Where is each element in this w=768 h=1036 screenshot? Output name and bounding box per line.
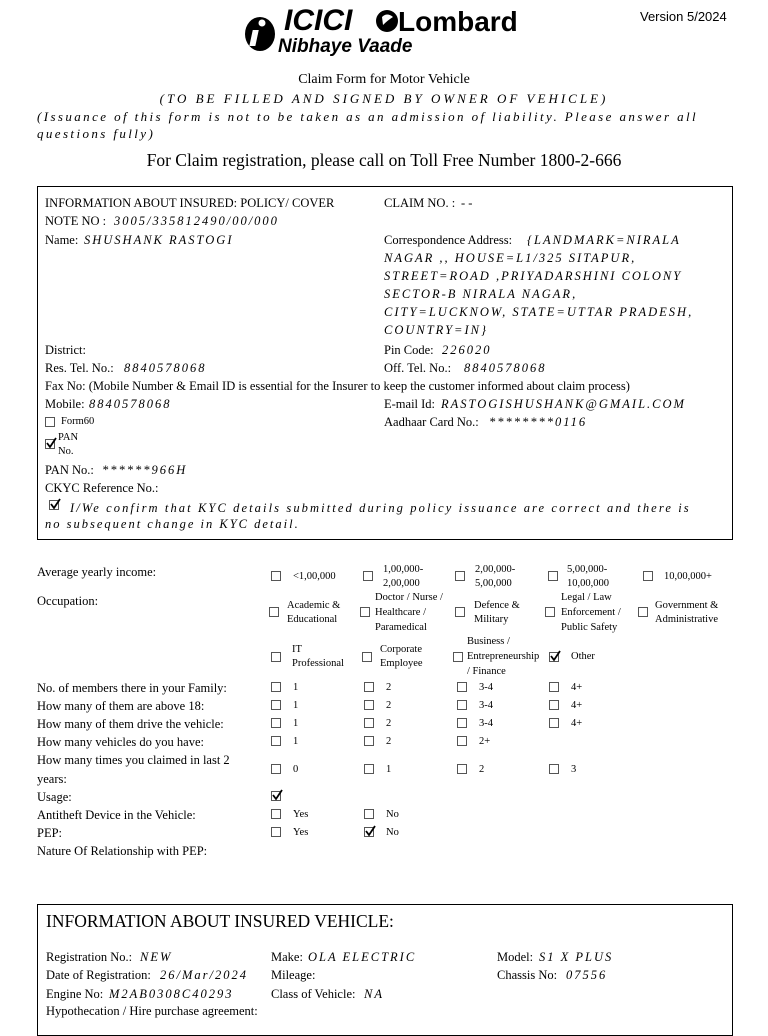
ckyc-label: CKYC Reference No.: bbox=[45, 481, 159, 495]
occupation-option-label: Entrepreneurship bbox=[467, 651, 540, 662]
checkmark-icon bbox=[549, 650, 561, 662]
occupation-option-label: / Finance bbox=[467, 666, 506, 677]
income-option-checkbox[interactable] bbox=[643, 571, 653, 581]
kyc-confirm-checkbox[interactable] bbox=[49, 500, 59, 510]
fax-label: Fax No: (Mobile Number & Email ID is essential for the Insurer to keep the customer informed about claim process) bbox=[45, 379, 630, 393]
occupation-option-checkbox[interactable] bbox=[638, 607, 648, 617]
off-tel-value: 8840578068 bbox=[464, 361, 547, 375]
income-option-checkbox[interactable] bbox=[455, 571, 465, 581]
vehicles-option-label: 2+ bbox=[479, 736, 491, 747]
address-line-3: STREET=ROAD ,PRIYADARSHINI COLONY bbox=[384, 269, 683, 283]
usage-checkbox[interactable] bbox=[271, 791, 281, 801]
make-label: Make: bbox=[271, 950, 303, 964]
mobile-label: Mobile: bbox=[45, 397, 85, 411]
vehicles-option-checkbox[interactable] bbox=[271, 736, 281, 746]
pep-yes-checkbox[interactable] bbox=[271, 827, 281, 837]
occupation-option-label: IT bbox=[292, 644, 302, 655]
vehicles-option-checkbox[interactable] bbox=[364, 736, 374, 746]
drive-option-label: 4+ bbox=[571, 718, 583, 729]
occupation-option-checkbox[interactable] bbox=[271, 652, 281, 662]
pan-checkbox[interactable] bbox=[45, 439, 55, 449]
res-tel-label: Res. Tel. No.: bbox=[45, 361, 114, 375]
model-label: Model: bbox=[497, 950, 534, 964]
class-value: NA bbox=[364, 987, 384, 1001]
kyc-confirm-line-1: I/We confirm that KYC details submitted during policy issuance are correct and there is bbox=[70, 501, 691, 515]
income-option-label: 10,00,000 bbox=[567, 578, 609, 589]
kyc-confirm-line-2: no subsequent change in KYC detail. bbox=[45, 517, 300, 531]
pep-relationship-label: Nature Of Relationship with PEP: bbox=[37, 844, 208, 858]
chassis-value: 07556 bbox=[566, 968, 608, 982]
income-option-checkbox[interactable] bbox=[363, 571, 373, 581]
antitheft-label: Antitheft Device in the Vehicle: bbox=[37, 808, 196, 822]
occupation-option-label: Professional bbox=[292, 658, 344, 669]
vehicles-option-checkbox[interactable] bbox=[457, 736, 467, 746]
reg-date-value: 26/Mar/2024 bbox=[160, 968, 248, 982]
reg-date-label: Date of Registration: bbox=[46, 968, 151, 982]
above18-label: How many of them are above 18: bbox=[37, 699, 205, 713]
drive-option-label: 3-4 bbox=[479, 718, 493, 729]
occupation-option-label: Government & bbox=[655, 600, 719, 611]
address-line-5: CITY=LUCKNOW, STATE=UTTAR PRADESH, bbox=[384, 305, 694, 319]
antitheft-yes-label: Yes bbox=[293, 809, 309, 820]
family-option-checkbox[interactable] bbox=[271, 682, 281, 692]
form60-checkbox[interactable] bbox=[45, 417, 55, 427]
res-tel-value: 8840578068 bbox=[124, 361, 207, 375]
occupation-option-label: Employee bbox=[380, 658, 423, 669]
income-option-checkbox[interactable] bbox=[271, 571, 281, 581]
brand-icici: ICICI bbox=[284, 4, 353, 37]
note-no-label: NOTE NO : bbox=[45, 214, 107, 228]
occupation-option-label: Public Safety bbox=[561, 622, 618, 633]
note-no-value: 3005/335812490/00/000 bbox=[114, 214, 279, 228]
occupation-option-label: Military bbox=[474, 614, 509, 625]
address-line-6: COUNTRY=IN} bbox=[384, 323, 488, 337]
claims-option-label: 3 bbox=[571, 764, 577, 775]
claims-option-checkbox[interactable] bbox=[457, 764, 467, 774]
pep-no-checkbox[interactable] bbox=[364, 827, 374, 837]
above18-option-checkbox[interactable] bbox=[549, 700, 559, 710]
family-option-label: 4+ bbox=[571, 682, 583, 693]
above18-option-label: 4+ bbox=[571, 700, 583, 711]
occupation-option-checkbox[interactable] bbox=[360, 607, 370, 617]
form-title: Claim Form for Motor Vehicle bbox=[298, 72, 470, 87]
brand-tagline: Nibhaye Vaade bbox=[278, 36, 413, 57]
occupation-label: Occupation: bbox=[37, 594, 99, 608]
name-value: SHUSHANK RASTOGI bbox=[84, 233, 234, 247]
engine-value: M2AB0308C40293 bbox=[109, 987, 234, 1001]
brand-lombard: Lombard bbox=[398, 6, 518, 37]
above18-option-label: 1 bbox=[293, 700, 299, 711]
make-value: OLA ELECTRIC bbox=[308, 950, 417, 964]
checkmark-icon bbox=[45, 437, 57, 449]
company-logo bbox=[240, 4, 540, 60]
district-label: District: bbox=[45, 343, 86, 357]
drive-option-checkbox[interactable] bbox=[271, 718, 281, 728]
occupation-option-label: Business / bbox=[467, 636, 510, 647]
vehicles-option-label: 2 bbox=[386, 736, 392, 747]
pincode-label: Pin Code: bbox=[384, 343, 434, 357]
form60-label: Form60 bbox=[61, 416, 95, 427]
hypothecation-label: Hypothecation / Hire purchase agreement: bbox=[46, 1004, 258, 1018]
occupation-option-label: Administrative bbox=[655, 614, 718, 625]
checkmark-icon bbox=[49, 498, 61, 510]
income-option-label: 1,00,000- bbox=[383, 564, 424, 575]
mileage-label: Mileage: bbox=[271, 968, 316, 982]
income-option-label: 2,00,000 bbox=[383, 578, 420, 589]
pan-label-1: PAN bbox=[58, 432, 79, 443]
occupation-option-label: Educational bbox=[287, 614, 338, 625]
income-label: Average yearly income: bbox=[37, 565, 157, 579]
registration-label: Registration No.: bbox=[46, 950, 133, 964]
family-option-label: 1 bbox=[293, 682, 299, 693]
occupation-option-label: Corporate bbox=[380, 644, 422, 655]
version-label: Version 5/2024 bbox=[640, 9, 727, 24]
occupation-option-checkbox[interactable] bbox=[545, 607, 555, 617]
vehicles-option-label: 1 bbox=[293, 736, 299, 747]
pan-no-label: PAN No.: bbox=[45, 463, 94, 477]
occupation-option-label: Other bbox=[571, 651, 595, 662]
occupation-option-label: Academic & bbox=[287, 600, 341, 611]
income-option-label: <1,00,000 bbox=[293, 571, 336, 582]
occupation-option-label: Legal / Law bbox=[561, 592, 612, 603]
claims-label-1: How many times you claimed in last 2 bbox=[37, 753, 230, 767]
occupation-option-label: Healthcare / bbox=[375, 607, 427, 618]
family-option-checkbox[interactable] bbox=[457, 682, 467, 692]
class-label: Class of Vehicle: bbox=[271, 987, 356, 1001]
chassis-label: Chassis No: bbox=[497, 968, 558, 982]
engine-label: Engine No: bbox=[46, 987, 104, 1001]
aadhaar-value: ********0116 bbox=[489, 415, 588, 429]
registration-value: NEW bbox=[140, 950, 173, 964]
above18-option-checkbox[interactable] bbox=[457, 700, 467, 710]
pan-no-value: ******966H bbox=[102, 463, 188, 477]
claims-option-checkbox[interactable] bbox=[271, 764, 281, 774]
vehicles-label: How many vehicles do you have: bbox=[37, 735, 204, 749]
occupation-option-checkbox[interactable] bbox=[453, 652, 463, 662]
aadhaar-label: Aadhaar Card No.: bbox=[384, 415, 479, 429]
model-value: S1 X PLUS bbox=[539, 950, 614, 964]
form-subtitle: (TO BE FILLED AND SIGNED BY OWNER OF VEHICLE) bbox=[159, 91, 609, 106]
pincode-value: 226020 bbox=[442, 343, 492, 357]
claims-option-label: 0 bbox=[293, 764, 299, 775]
occupation-option-label: Enforcement / bbox=[561, 607, 621, 618]
above18-option-checkbox[interactable] bbox=[364, 700, 374, 710]
address-line-4: SECTOR-B NIRALA NAGAR, bbox=[384, 287, 578, 301]
policy-label: INFORMATION ABOUT INSURED: POLICY/ COVER bbox=[45, 196, 335, 210]
occupation-option-checkbox[interactable] bbox=[455, 607, 465, 617]
above18-option-label: 3-4 bbox=[479, 700, 493, 711]
above18-option-label: 2 bbox=[386, 700, 392, 711]
income-option-checkbox[interactable] bbox=[548, 571, 558, 581]
claim-no-label: CLAIM NO. : bbox=[384, 196, 456, 210]
claims-option-label: 1 bbox=[386, 764, 392, 775]
toll-free-line: For Claim registration, please call on Toll Free Number 1800-2-666 bbox=[146, 150, 622, 170]
claims-option-label: 2 bbox=[479, 764, 485, 775]
vehicle-heading: INFORMATION ABOUT INSURED VEHICLE: bbox=[46, 911, 394, 931]
address-line-1: {LANDMARK=NIRALA bbox=[527, 233, 681, 247]
checkmark-icon bbox=[271, 789, 283, 801]
drive-option-checkbox[interactable] bbox=[457, 718, 467, 728]
drive-label: How many of them drive the vehicle: bbox=[37, 717, 224, 731]
claim-no-value: - - bbox=[461, 196, 473, 210]
occupation-other-checkbox[interactable] bbox=[549, 652, 559, 662]
family-option-label: 2 bbox=[386, 682, 392, 693]
mobile-value: 8840578068 bbox=[89, 397, 172, 411]
occupation-option-label: Doctor / Nurse / bbox=[375, 592, 443, 603]
drive-option-checkbox[interactable] bbox=[364, 718, 374, 728]
pep-no-label: No bbox=[386, 827, 399, 838]
occupation-option-checkbox[interactable] bbox=[269, 607, 279, 617]
pan-label-2: No. bbox=[58, 446, 74, 457]
claims-label-2: years: bbox=[37, 772, 67, 786]
family-option-checkbox[interactable] bbox=[549, 682, 559, 692]
lombard-swirl-icon bbox=[374, 8, 400, 34]
family-option-label: 3-4 bbox=[479, 682, 493, 693]
email-value: RASTOGISHUSHANK@GMAIL.COM bbox=[441, 397, 686, 411]
checkmark-icon bbox=[364, 825, 376, 837]
icici-swirl-icon bbox=[242, 10, 282, 54]
above18-option-checkbox[interactable] bbox=[271, 700, 281, 710]
liability-note: (Issuance of this form is not to be taken as an admission of liability. Please answer all questions fully) bbox=[37, 109, 698, 141]
income-option-label: 10,00,000+ bbox=[664, 571, 712, 582]
drive-option-label: 2 bbox=[386, 718, 392, 729]
pep-yes-label: Yes bbox=[293, 827, 309, 838]
drive-option-label: 1 bbox=[293, 718, 299, 729]
family-label: No. of members there in your Family: bbox=[37, 681, 227, 695]
occupation-option-checkbox[interactable] bbox=[362, 652, 372, 662]
occupation-option-label: Paramedical bbox=[375, 622, 427, 633]
email-label: E-mail Id: bbox=[384, 397, 436, 411]
address-line-2: NAGAR ,, HOUSE=L1/325 SITAPUR, bbox=[384, 251, 637, 265]
income-option-label: 2,00,000- bbox=[475, 564, 516, 575]
family-option-checkbox[interactable] bbox=[364, 682, 374, 692]
usage-label: Usage: bbox=[37, 790, 72, 804]
address-label: Correspondence Address: bbox=[384, 233, 513, 247]
antitheft-yes-checkbox[interactable] bbox=[271, 809, 281, 819]
income-option-label: 5,00,000- bbox=[567, 564, 608, 575]
claims-option-checkbox[interactable] bbox=[364, 764, 374, 774]
income-option-label: 5,00,000 bbox=[475, 578, 512, 589]
name-label: Name: bbox=[45, 233, 79, 247]
antitheft-no-checkbox[interactable] bbox=[364, 809, 374, 819]
claims-option-checkbox[interactable] bbox=[549, 764, 559, 774]
drive-option-checkbox[interactable] bbox=[549, 718, 559, 728]
pep-label: PEP: bbox=[37, 826, 63, 840]
occupation-option-label: Defence & bbox=[474, 600, 520, 611]
antitheft-no-label: No bbox=[386, 809, 399, 820]
off-tel-label: Off. Tel. No.: bbox=[384, 361, 452, 375]
